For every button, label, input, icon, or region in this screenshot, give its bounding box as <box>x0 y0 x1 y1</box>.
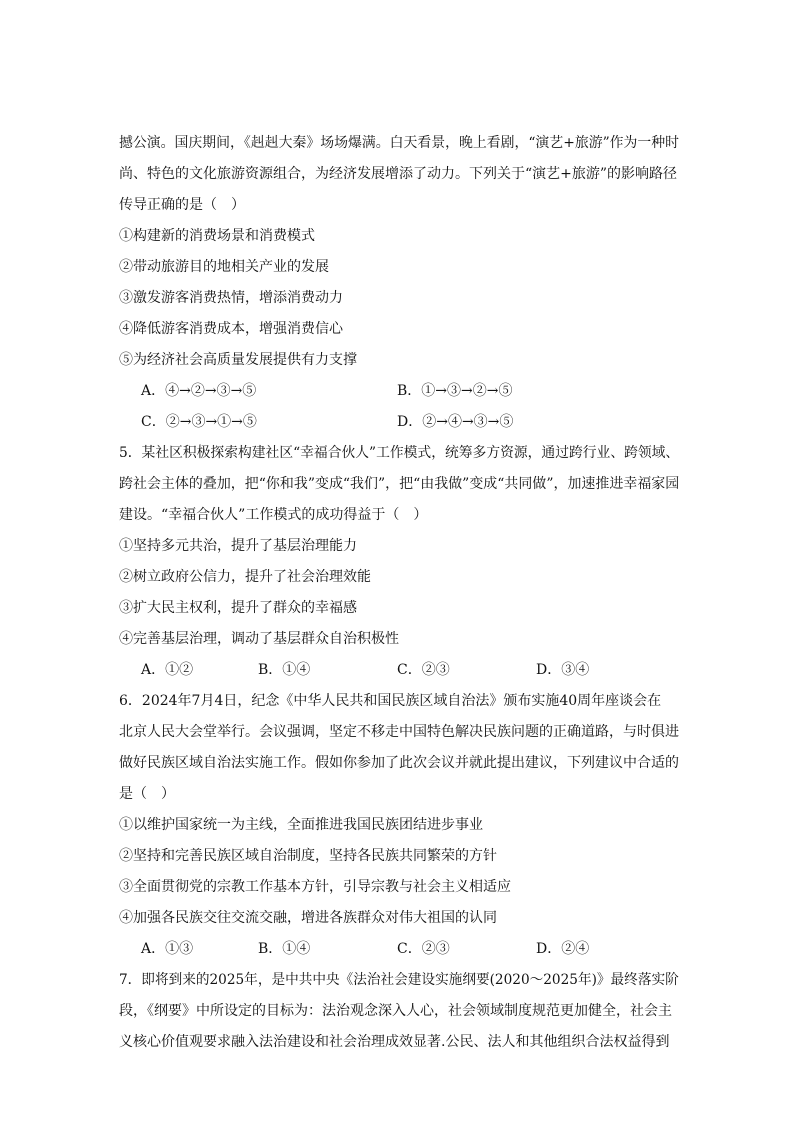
q6-item-4: ④加强各民族交往交流交融，增进各族群众对伟大祖国的认同 <box>119 910 497 926</box>
q4-option-d[interactable]: D．②→④→③→⑤ <box>397 414 514 430</box>
q4-option-b[interactable]: B．①→③→②→⑤ <box>397 383 513 399</box>
q5-option-a[interactable]: A．①② <box>141 662 194 678</box>
q6-option-c[interactable]: C．②③ <box>397 941 450 957</box>
q6-stem-line-2: 北京人民大会堂举行。会议强调，坚定不移走中国特色解决民族问题的正确道路，与时俱进 <box>119 724 679 740</box>
q4-option-a[interactable]: A．④→②→③→⑤ <box>141 383 257 399</box>
q5-stem-line-2: 跨社会主体的叠加，把“你和我”变成“我们”，把“由我做”变成“共同做”，加速推进幸福家园 <box>119 476 680 492</box>
q4-item-4: ④降低游客消费成本，增强消费信心 <box>119 321 343 337</box>
q5-stem-line-3: 建设。“幸福合伙人”工作模式的成功得益于（ ） <box>119 507 428 523</box>
q6-option-b[interactable]: B．①④ <box>258 941 311 957</box>
q5-item-4: ④完善基层治理，调动了基层群众自治积极性 <box>119 631 399 647</box>
q6-option-a[interactable]: A．①③ <box>141 941 194 957</box>
q6-item-3: ③全面贯彻党的宗教工作基本方针，引导宗教与社会主义相适应 <box>119 879 511 895</box>
q5-item-1: ①坚持多元共治，提升了基层治理能力 <box>119 538 357 554</box>
q4-stem-line-3: 传导正确的是（ ） <box>119 197 245 213</box>
q7-stem-line-1: 7．即将到来的2025年，是中共中央《法治社会建设实施纲要(2020～2025年)》最终落实阶 <box>119 972 679 988</box>
q6-item-1: ①以维护国家统一为主线，全面推进我国民族团结进步事业 <box>119 817 483 833</box>
q5-item-2: ②树立政府公信力，提升了社会治理效能 <box>119 569 371 585</box>
q4-stem-line-2: 尚、特色的文化旅游资源组合，为经济发展增添了动力。下列关于“演艺+旅游”的影响路径 <box>119 166 678 182</box>
q7-stem-line-2: 段，《纲要》中所设定的目标为：法治观念深入人心，社会领域制度规范更加健全，社会主 <box>119 1003 672 1019</box>
q6-stem-line-1: 6．2024年7月4日，纪念《中华人民共和国民族区域自治法》颁布实施40周年座谈会在 <box>119 693 662 709</box>
q6-stem-line-4: 是（ ） <box>119 786 175 802</box>
q6-item-2: ②坚持和完善民族区域自治制度，坚持各民族共同繁荣的方针 <box>119 848 497 864</box>
q5-stem-line-1: 5．某社区积极探索构建社区“幸福合伙人”工作模式，统筹多方资源，通过跨行业、跨领域、 <box>119 445 680 461</box>
q4-item-5: ⑤为经济社会高质量发展提供有力支撑 <box>119 352 357 368</box>
q7-stem-line-3: 义核心价值观要求融入法治建设和社会治理成效显著.公民、法人和其他组织合法权益得到 <box>119 1034 670 1050</box>
q4-item-3: ③激发游客消费热情，增添消费动力 <box>119 290 343 306</box>
q5-option-b[interactable]: B．①④ <box>258 662 311 678</box>
q5-item-3: ③扩大民主权利，提升了群众的幸福感 <box>119 600 357 616</box>
q5-option-c[interactable]: C．②③ <box>397 662 450 678</box>
q4-item-2: ②带动旅游目的地相关产业的发展 <box>119 259 329 275</box>
q4-stem-line-1: 撼公演。国庆期间，《赳赳大秦》场场爆满。白天看景，晚上看剧，“演艺+旅游”作为一种时 <box>119 135 680 151</box>
q4-item-1: ①构建新的消费场景和消费模式 <box>119 228 315 244</box>
q4-option-c[interactable]: C．②→③→①→⑤ <box>141 414 257 430</box>
q6-option-d[interactable]: D．②④ <box>536 941 590 957</box>
q5-option-d[interactable]: D．③④ <box>536 662 590 678</box>
q6-stem-line-3: 做好民族区域自治法实施工作。假如你参加了此次会议并就此提出建议，下列建议中合适的 <box>119 755 679 771</box>
